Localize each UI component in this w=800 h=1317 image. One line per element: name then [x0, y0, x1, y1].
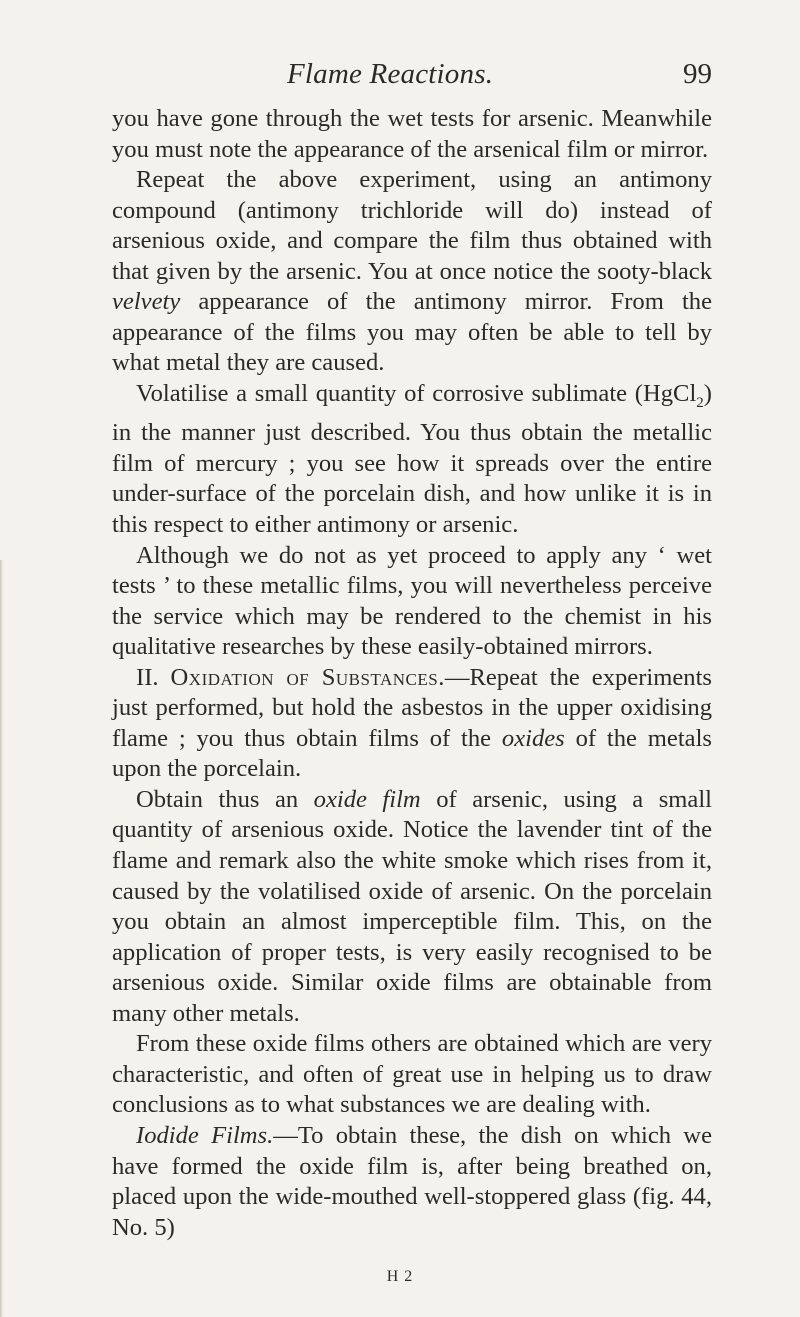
section-heading: Oxidation of Substances. — [170, 663, 445, 691]
italic-text: velvety — [112, 288, 181, 316]
binding-shadow — [0, 560, 3, 1317]
running-title: Flame Reactions. — [287, 58, 494, 90]
paragraph — [112, 104, 712, 165]
text-run: of arsenic, using a small quantity of arsenious oxide. Notice the lavender tint of the flame and remark also the white smoke which rises from it, caused by the volatilised oxide of arsenic. On the porcelain you obtain an almost imperceptible film. This, on the application of proper tests, is very easily recognised to be arsenious oxide. Similar oxide films are obtainable from many other metals. — [112, 785, 712, 1027]
italic-text: Iodide Films. — [136, 1121, 274, 1149]
text-run: Repeat the above experiment, using an antimony compound (antimony trichloride will do) instead of arsenious oxide, and compare the film thus obtained with that given by the arsenic. You at once notice the sooty-black — [112, 166, 712, 285]
paragraph — [112, 785, 712, 1029]
text-run: you have gone through the wet tests for arsenic. Meanwhile you must note the appearance of the arsenical film or mirror. — [112, 105, 712, 163]
paragraph — [112, 1029, 712, 1121]
text-run: Volatilise a small quantity of corrosive sublimate (HgCl — [136, 379, 697, 407]
text-run: —To obtain these, the dish on which we have formed the oxide film is, after being breathed on, placed upon the wide-mouthed well-stoppered glass (fig. 44, No. 5) — [112, 1121, 712, 1241]
paragraph — [112, 663, 712, 785]
body-text — [112, 104, 712, 1243]
signature-mark: H 2 — [386, 1268, 414, 1285]
paragraph — [112, 165, 712, 379]
text-run: Obtain thus an — [136, 785, 314, 813]
page-number: 99 — [683, 58, 712, 90]
text-run: ) in the manner just described. You thus obtain the metallic film of mercury ; you see how it spreads over the entire under-surface of the porcelain dish, and how unlike it is in this respect to either antimony or arsenic. — [112, 379, 712, 539]
text-run: appearance of the antimony mirror. From the appearance of the films you may often be able to tell by what metal they are caused. — [112, 288, 712, 377]
subscript: 2 — [696, 394, 704, 411]
text-run: —Repeat the experiments just performed, but hold the asbestos in the upper oxidising flame ; you thus obtain films of the — [112, 663, 712, 752]
text-run: II. — [136, 663, 171, 691]
text-run: From these oxide films others are obtained which are very characteristic, and often of great use in helping us to draw conclusions as to what substances we are dealing with. — [112, 1030, 712, 1119]
text-run: Although we do not as yet proceed to apply any ‘ wet tests ’ to these metallic films, you will nevertheless perceive the service which may be rendered to the chemist in his qualitative researches by these easily-obtained mirrors. — [112, 541, 712, 661]
paragraph — [112, 379, 712, 541]
paragraph — [112, 1121, 712, 1243]
paragraph — [112, 541, 712, 663]
italic-text: oxide film — [313, 785, 421, 813]
running-head — [112, 58, 712, 98]
italic-text: oxides — [501, 724, 565, 752]
text-run: of the metals upon the porcelain. — [112, 724, 712, 783]
